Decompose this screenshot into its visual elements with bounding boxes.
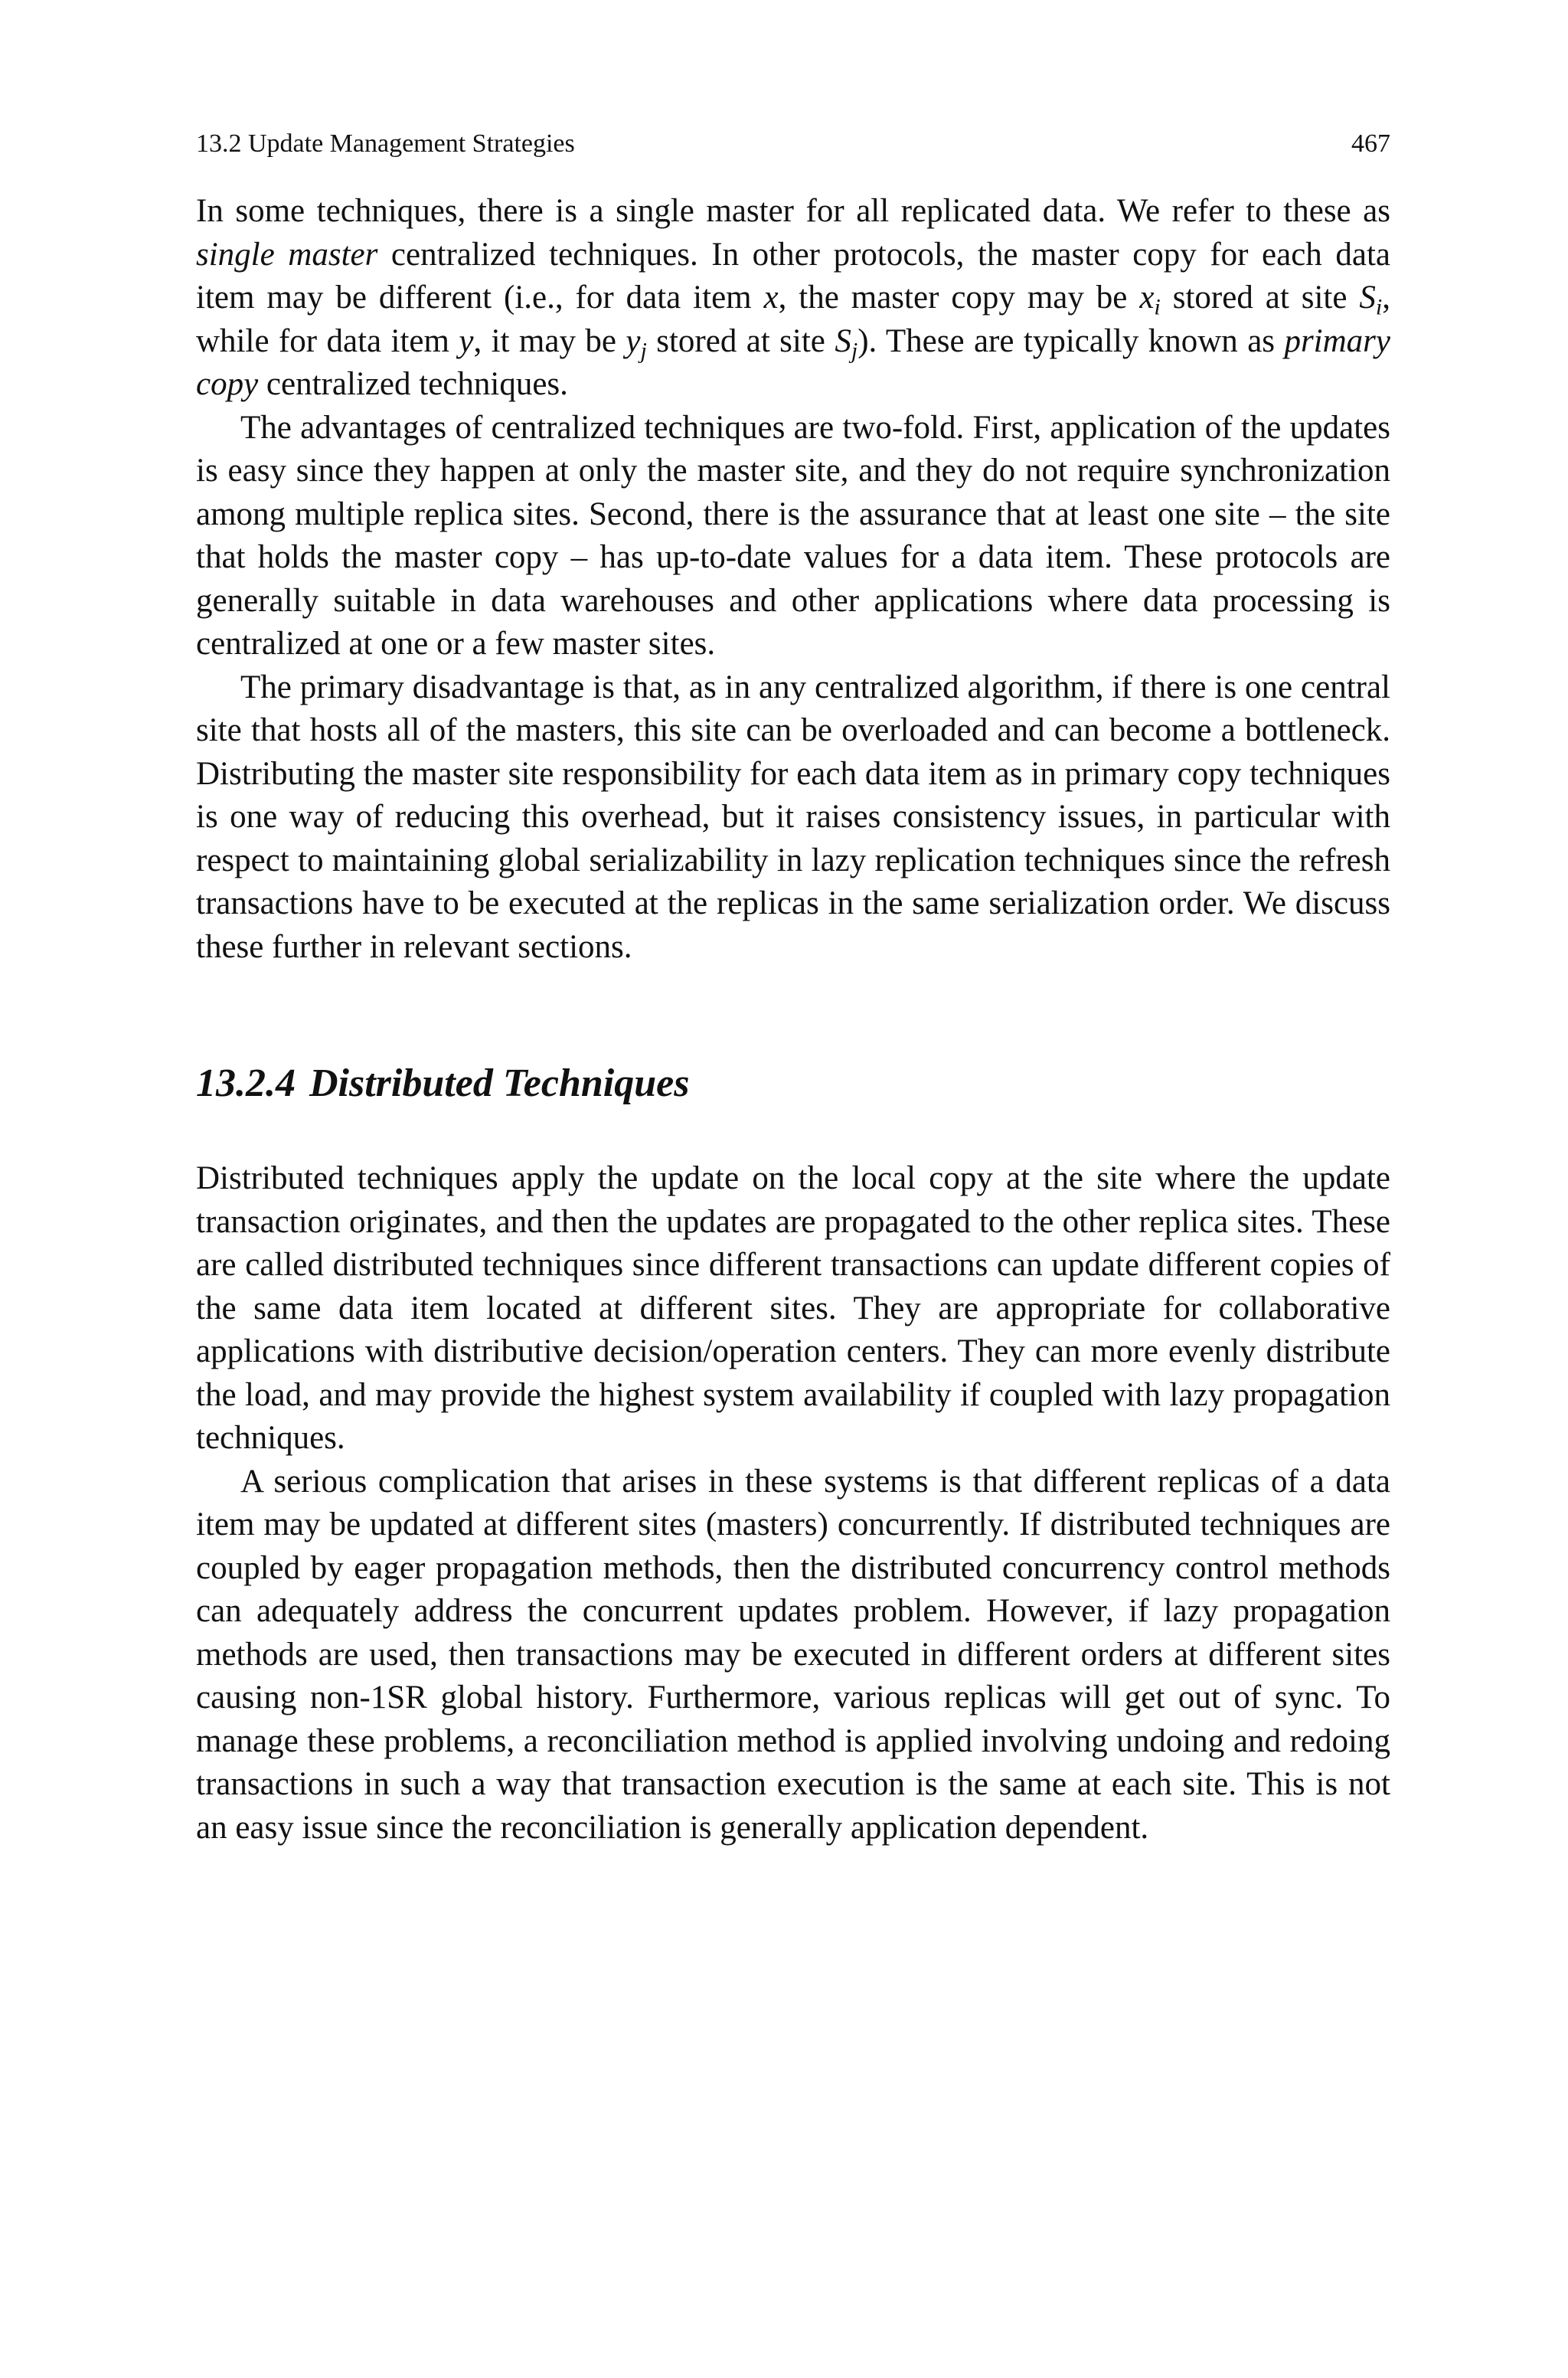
term-single-master: single master xyxy=(196,236,378,273)
math-subscript: j xyxy=(851,336,858,363)
math-s-j xyxy=(835,322,858,363)
section-heading xyxy=(196,1061,1390,1107)
math-s-i xyxy=(1359,280,1383,320)
text-run: ). These are typically known as xyxy=(858,322,1285,359)
section-number: 13.2.4 xyxy=(196,1061,296,1105)
text-run: centralized techniques. In other protocols, the master copy for each data item may be different (i.e., for data item xyxy=(196,236,1390,316)
text-run: stored at site xyxy=(646,322,835,359)
math-var: y xyxy=(626,322,641,359)
text-run: , the master copy may be xyxy=(778,280,1140,316)
section-title: Distributed Techniques xyxy=(309,1061,690,1105)
page-number: 467 xyxy=(1351,129,1390,158)
running-head xyxy=(196,115,1390,158)
math-y: y xyxy=(459,322,474,359)
body-text xyxy=(196,190,1390,1850)
text-run: centralized techniques. xyxy=(258,366,568,402)
paragraph-disadvantage: The primary disadvantage is that, as in any centralized algorithm, if there is one central site that hosts all of the masters, this site can be overloaded and can become a bottleneck. Distributing the master site responsibility for each data item as in primary copy techniques is one way of reducing this overhead, but it raises consistency issues, in particular with respect to maintaining global serializability in lazy replication techniques since the refresh transactions have to be executed at the replicas in the same serialization order. We discuss these further in relevant sections. xyxy=(196,669,1390,965)
math-x-i xyxy=(1139,280,1161,320)
text-run: stored at site xyxy=(1160,280,1360,316)
paragraph-master-types xyxy=(196,190,1390,407)
text-run: , while for data item xyxy=(196,280,1390,359)
math-var: S xyxy=(835,322,851,359)
text-run: , it may be xyxy=(473,322,626,359)
running-head-section: 13.2 Update Management Strategies xyxy=(196,129,575,158)
book-page xyxy=(196,115,1390,1850)
math-x: x xyxy=(763,280,779,316)
paragraph-complication: A serious complication that arises in these systems is that different replicas of a data item may be updated at different sites (masters) concurrently. If distributed techniques are coupled by eager propagation methods, then the distributed concurrency control methods can adequately address the concurrent updates problem. However, if lazy propagation methods are used, then transactions may be executed in different orders at different sites causing non-1SR global history. Furthermore, various replicas will get out of sync. To manage these problems, a reconciliation method is applied involving undoing and redoing transactions in such a way that transaction execution is the same at each site. This is not an easy issue since the reconciliation is generally application dependent. xyxy=(196,1463,1390,1846)
math-y-j xyxy=(626,322,647,363)
text-run: In some techniques, there is a single master for all replicated data. We refer to these as xyxy=(196,193,1390,229)
math-var: S xyxy=(1359,280,1376,316)
paragraph-distributed-intro: Distributed techniques apply the update on the local copy at the site where the update transaction originates, and then the updates are propagated to the other replica sites. These are called distributed techniques since different transactions can update different copies of the same data item located at different sites. They are appropriate for collaborative applications with distributive decision/operation centers. They can more evenly distribute the load, and may provide the highest system availability if coupled with lazy propagation techniques. xyxy=(196,1160,1390,1456)
math-subscript: j xyxy=(640,336,647,363)
paragraph-advantages: The advantages of centralized techniques are two-fold. First, application of the updates is easy since they happen at only the master site, and they do not require synchronization among multiple replica sites. Second, there is the assurance that at least one site – the site that holds the master copy – has up-to-date values for a data item. These protocols are generally suitable in data warehouses and other applications where data processing is centralized at one or a few master sites. xyxy=(196,409,1390,662)
term-primary-copy: primary copy xyxy=(196,322,1390,402)
math-subscript: i xyxy=(1154,293,1161,320)
math-var: x xyxy=(1139,280,1155,316)
math-subscript: i xyxy=(1375,293,1383,320)
